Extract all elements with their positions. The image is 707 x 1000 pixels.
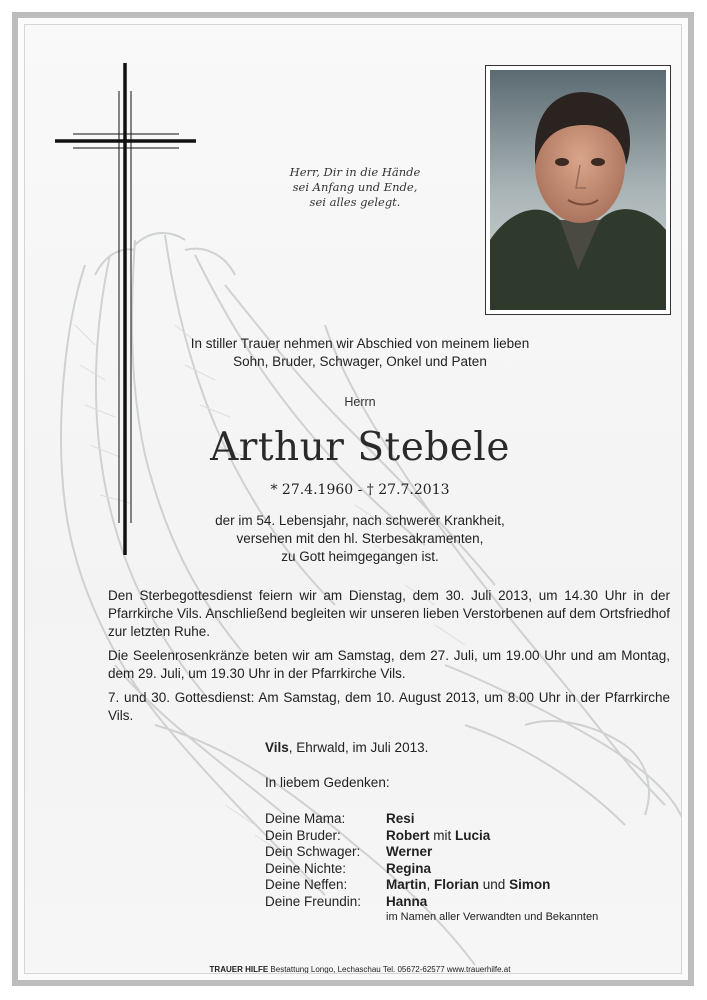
quote-line: sei Anfang und Ende, [292, 180, 418, 194]
footer [25, 965, 682, 974]
quote-line: Herr, Dir in die Hände [289, 165, 421, 179]
passing-text [25, 512, 682, 566]
mourner-row [265, 877, 550, 894]
mourner-name: Hanna [386, 893, 428, 909]
quote-line: sei alles gelegt. [309, 195, 401, 209]
mourner-name: Lucia [455, 827, 491, 843]
mass-paragraph: 7. und 30. Gottesdienst: Am Samstag, dem 10. August 2013, um 8.00 Uhr in der Pfarrkirche Vils. [108, 690, 670, 723]
footer-contact: Bestattung Longo, Lechaschau Tel. 05672-62577 www.trauerhilfe.at [268, 965, 511, 974]
mourner-row [265, 861, 550, 878]
mourner-separator: mit [429, 827, 455, 843]
mourner-name: Resi [386, 811, 415, 826]
mourner-name: Simon [509, 877, 551, 893]
portrait-photo [485, 65, 671, 315]
mourner-name: Martin [386, 877, 427, 893]
passing-line: versehen mit den hl. Sterbesakramenten, [236, 531, 484, 546]
mourner-names [386, 861, 431, 878]
mourner-row [265, 894, 550, 911]
mourner-separator: und [479, 877, 510, 893]
intro-line: Sohn, Bruder, Schwager, Onkel und Paten [233, 354, 487, 369]
closing-line: im Namen aller Verwandten und Bekannten [386, 911, 599, 923]
mourner-relation: Deine Nichte: [265, 860, 347, 876]
mourner-relation: Deine Neffen: [265, 877, 348, 893]
mourner-names [386, 844, 432, 861]
mourner-names [386, 877, 550, 894]
mourner-names [386, 894, 427, 911]
mourner-relation: Deine Mama: [265, 811, 346, 826]
mourner-row [265, 828, 550, 845]
place-name: Vils [265, 740, 289, 755]
quote-block [265, 165, 445, 210]
place-date-rest: , Ehrwald, im Juli 2013. [288, 740, 429, 755]
life-dates: * 27.4.1960 - † 27.7.2013 [270, 482, 450, 498]
parte-frame [12, 12, 694, 986]
mourner-name: Robert [386, 827, 430, 843]
rosary-paragraph: Die Seelenrosenkränze beten wir am Samstag, dem 27. Juli, um 19.00 Uhr und am Montag, dem 29. Juli, um 19.30 Uhr in der Pfarrkirche Vils. [108, 648, 670, 681]
mourner-relation: Dein Schwager: [265, 844, 361, 860]
mourner-separator: , [426, 877, 435, 893]
intro-line: In stiller Trauer nehmen wir Abschied von meinem lieben [190, 336, 530, 351]
place-date-line [265, 740, 428, 755]
parte-page [24, 24, 682, 974]
mourner-row [265, 844, 550, 861]
mourner-name: Florian [434, 877, 480, 893]
mourner-names [386, 811, 415, 828]
mourner-row [265, 811, 550, 828]
mourners-list [265, 811, 550, 911]
mourner-relation: Deine Freundin: [265, 893, 362, 909]
deceased-name: Arthur Stebele [210, 425, 510, 470]
mourner-name: Regina [386, 860, 432, 876]
memory-line: In liebem Gedenken: [265, 775, 390, 790]
mourner-name: Werner [386, 844, 433, 860]
passing-line: der im 54. Lebensjahr, nach schwerer Krankheit, [215, 513, 505, 528]
passing-line: zu Gott heimgegangen ist. [281, 549, 439, 564]
mourner-names [386, 828, 490, 845]
intro-text [25, 335, 682, 371]
salutation: Herrn [344, 395, 376, 409]
mourner-relation: Dein Bruder: [265, 827, 341, 843]
footer-brand: TRAUER HILFE [209, 965, 269, 974]
funeral-paragraph: Den Sterbegottesdienst feiern wir am Dienstag, dem 30. Juli 2013, um 14.30 Uhr in der Pfarrkirche Vils. Anschließend begleiten wir unseren lieben Verstorbenen auf dem Ortsfriedhof zur letzten Ruhe. [108, 588, 670, 639]
